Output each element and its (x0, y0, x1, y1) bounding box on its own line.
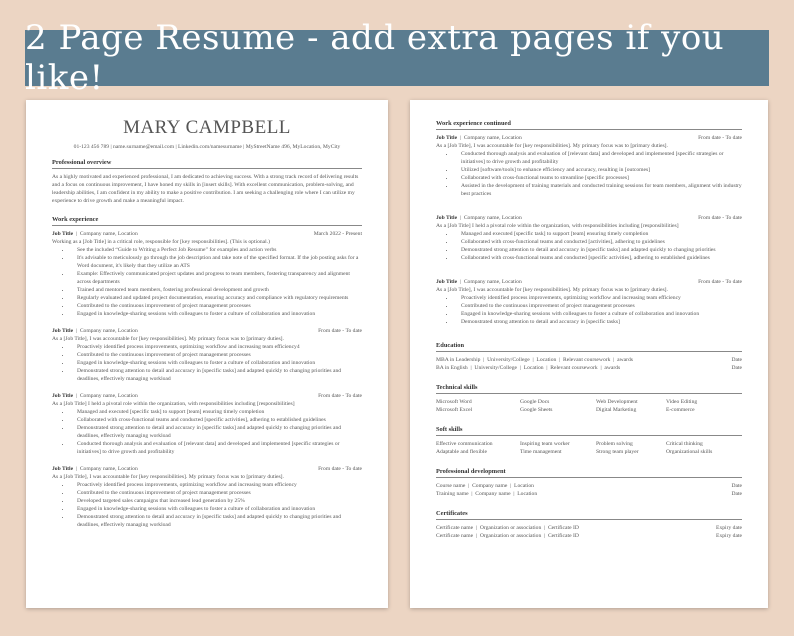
job-dates: From date - To date (698, 135, 742, 141)
job-header (436, 278, 742, 286)
bullet-item: • Conducted thorough analysis and evaluation of [relevant data] and developed and implemented [specific strategies or initiatives] to drive growth and profitability (455, 150, 742, 166)
section-heading-certificates: Certificates (436, 510, 742, 520)
bullet-item: • Demonstrated strong attention to detail and accuracy in [specific tasks] and adapted quickly to changing priorities and deadlines, effectively managing workload (71, 367, 362, 383)
banner-title: 2 Page Resume - add extra pages if you like! (25, 18, 725, 98)
skill-item: Microsoft Word (436, 399, 472, 405)
job-company: Company name, Location (463, 279, 522, 285)
skill-item: E-commerce (666, 407, 695, 413)
development-row (436, 482, 742, 490)
section-heading-overview: Professional overview (52, 159, 362, 169)
section-heading-development: Professional development (436, 468, 742, 478)
contact-line: 01-123 456 789 | name.surname@email.com | Linkedin.com/namesurname | MyStreetName 496, MyLocation, MyCity (73, 144, 341, 150)
bullet-item: • Trained and mentored team members, fostering professional development and growth (71, 286, 362, 294)
soft-grid (436, 440, 742, 456)
education-row (436, 364, 742, 372)
separator: | (73, 466, 80, 472)
development-date: Date (731, 491, 742, 497)
job-summary: As a [Job Title] I held a pivotal role within the organization, with responsibilities including [responsibilities] (52, 401, 295, 407)
development-date: Date (731, 483, 742, 489)
candidate-name: MARY CAMPBELL (123, 117, 291, 138)
education-date: Date (731, 365, 742, 371)
bullet-item: • It's advisable to meticulously go through the job description and take note of the specified format. If the job posting asks for a Word document, it's likely that they utilize an ATS (71, 254, 362, 270)
job-title-line (436, 134, 522, 142)
section-technical (436, 384, 742, 414)
bullet-item: • Contributed to the continuous improvement of project management processes (71, 489, 362, 497)
job-title: Job Title (52, 466, 74, 472)
promo-banner (25, 18, 769, 98)
job-dates: From date - To date (698, 279, 742, 285)
section-heading-work: Work experience (52, 216, 362, 226)
education-date: Date (731, 357, 742, 363)
certificates-row (436, 532, 742, 540)
job-summary: As a [Job Title], I was accountable for [key responsibilities]. My primary focus was to [primary duties]. (52, 474, 284, 480)
job-bullets (52, 246, 362, 318)
bullet-item: • Utilized [software/tools] to enhance efficiency and accuracy, resulting in [outcomes] (455, 166, 742, 174)
bullet-item: • See the included “Guide to Writing a Perfect Job Resume” for examples and action verbs (71, 246, 362, 254)
separator: | (457, 135, 464, 141)
bullet-item: • Proactively identified process improvements, optimizing workflow and increasing team efficiency (455, 294, 742, 302)
job-header (52, 327, 362, 335)
bullet-item: • Engaged in knowledge-sharing sessions with colleagues to foster a culture of collaboration and innovation (455, 310, 742, 318)
job-company: Company name, Location (79, 328, 138, 334)
job-company: Company name, Location (463, 135, 522, 141)
job-title: Job Title (436, 135, 458, 141)
overview-text: As a highly motivated and experienced professional, I am dedicated to achieving success. With a strong track record of delivering results and a focus on continuous improvement, I have honed my skills in [insert skills]. With excellent communication, problem-solving, and leadership abilities, I am confident in my ability to make a positive contribution. I am seeking a challenging role where I can utilize my experience to drive growth and make a meaningful impact. (52, 174, 359, 204)
technical-grid (436, 398, 742, 414)
bullet-item: • Collaborated with cross-functional teams and conducted [specific activities], adhering to established guidelines (71, 416, 362, 424)
job-entry (52, 465, 362, 529)
job-title-line (52, 392, 138, 400)
bullet-item: • Contributed to the continuous improvement of project management processes (71, 351, 362, 359)
development-details: Course name | Company name | Location (436, 483, 534, 489)
job-bullets (52, 408, 362, 456)
job-bullets (436, 150, 742, 198)
certificates-row (436, 524, 742, 532)
job-title-line (52, 230, 138, 238)
job-entry (52, 230, 362, 318)
bullet-item: • Demonstrated strong attention to detail and accuracy in [specific tasks] and adapted quickly to changing priorities and deadlines, effectively managing workload (71, 513, 362, 529)
bullet-item: • Managed and executed [specific task] to support [team] ensuring timely completion (455, 230, 742, 238)
job-entry (436, 214, 742, 262)
job-dates: From date - To date (318, 328, 362, 334)
certificates-date: Expiry date (716, 533, 742, 539)
job-title: Job Title (52, 328, 74, 334)
job-title: Job Title (52, 393, 74, 399)
skill-item: Time management (520, 449, 562, 455)
separator: | (73, 231, 80, 237)
section-education (436, 342, 742, 372)
job-header (52, 392, 362, 400)
job-summary: As a [Job Title], I was accountable for [key responsibilities]. My primary focus was to [primary duties]. (436, 143, 668, 149)
bullet-item: • Collaborated with cross-functional teams to streamline [specific processes] (455, 174, 742, 182)
job-bullets (52, 481, 362, 529)
section-certificates (436, 510, 742, 540)
bullet-item: • Conducted thorough analysis and evaluation of [relevant data] and developed and implemented [specific strategies or initiatives] to drive growth and profitability (71, 440, 362, 456)
skill-item: Google Docs (520, 399, 550, 405)
job-bullets (436, 230, 742, 262)
section-development (436, 468, 742, 498)
job-title: Job Title (52, 231, 74, 237)
certificates-details: Certificate name | Organization or association | Certificate ID (436, 525, 579, 531)
job-dates: From date - To date (698, 215, 742, 221)
bullet-item: • Proactively identified process improvements, optimizing workflow and increasing team efficiency4 (71, 343, 362, 351)
job-title: Job Title (436, 279, 458, 285)
skill-item: Organizational skills (666, 449, 713, 455)
job-dates: March 2022 - Present (313, 231, 362, 237)
education-details: MBA in Leadership | University/College | Location | Relevant coursework | awards (436, 357, 633, 363)
job-summary: Working as a [Job Title] in a critical role, responsible for [key responsibilities]. (This is optional.) (52, 239, 270, 245)
job-entry (436, 278, 742, 326)
job-bullets (436, 294, 742, 326)
education-row (436, 356, 742, 364)
skill-item: Web Development (596, 399, 638, 405)
skill-item: Digital Marketing (596, 407, 637, 413)
job-company: Company name, Location (79, 393, 138, 399)
bullet-item: • Collaborated with cross-functional teams and conducted [specific activities], adhering to established guidelines (455, 254, 742, 262)
development-details: Training name | Company name | Location (436, 491, 538, 497)
certificates-date: Expiry date (716, 525, 742, 531)
skill-item: Video Editing (666, 399, 698, 405)
separator: | (457, 215, 464, 221)
bullet-item: • Collaborated with cross-functional teams and conducted [activities], adhering to guidelines (455, 238, 742, 246)
separator: | (73, 393, 80, 399)
job-header (436, 214, 742, 222)
resume-page-2 (410, 100, 768, 608)
skill-item: Effective communication (436, 441, 493, 447)
job-entry (52, 392, 362, 456)
bullet-item: • Regularly evaluated and updated project documentation, ensuring accuracy and compliance with regulatory requirements (71, 294, 362, 302)
job-header (52, 465, 362, 473)
job-company: Company name, Location (79, 466, 138, 472)
job-dates: From date - To date (318, 393, 362, 399)
job-entry (436, 134, 742, 198)
skill-item: Adaptable and flexible (436, 449, 487, 455)
skill-item: Strong team player (596, 449, 639, 455)
job-title-line (436, 214, 522, 222)
job-summary: As a [Job Title] I held a pivotal role within the organization, with responsibilities including [responsibilities] (436, 223, 679, 229)
job-summary: As a [Job Title], I was accountable for [key responsibilities]. My primary focus was to [primary duties]. (52, 336, 284, 342)
job-bullets (52, 343, 362, 383)
skill-item: Microsoft Excel (436, 407, 473, 413)
job-summary: As a [Job Title], I was accountable for [key responsibilities]. My primary focus was to [primary duties]. (436, 287, 668, 293)
bullet-item: • Developed targeted sales campaigns that increased lead generation by 25% (71, 497, 362, 505)
bullet-item: • Engaged in knowledge-sharing sessions with colleagues to foster a culture of collaboration and innovation (71, 505, 362, 513)
separator: | (457, 279, 464, 285)
certificates-details: Certificate name | Organization or association | Certificate ID (436, 533, 579, 539)
skill-item: Critical thinking (666, 441, 703, 447)
section-soft (436, 426, 742, 456)
job-title: Job Title (436, 215, 458, 221)
bullet-item: • Contributed to the continuous improvement of project management processes (71, 302, 362, 310)
skill-item: Inspiring team worker (520, 441, 570, 447)
bullet-item: • Contributed to the continuous improvement of project management processes (455, 302, 742, 310)
bullet-item: • Managed and executed [specific task] to support [team] ensuring timely completion (71, 408, 362, 416)
skill-item: Problem solving (596, 441, 633, 447)
job-header (52, 230, 362, 238)
bullet-item: • Assisted in the development of training materials and conducted training sessions for team members, alignment with industry best practices (455, 182, 742, 198)
section-heading-work-continued: Work experience continued (436, 120, 742, 130)
development-row (436, 490, 742, 498)
bullet-item: • Engaged in knowledge-sharing sessions with colleagues to foster a culture of collaboration and innovation (71, 310, 362, 318)
separator: | (73, 328, 80, 334)
job-title-line (436, 278, 522, 286)
education-details: BA in English | University/College | Location | Relevant coursework | awards (436, 365, 621, 371)
resume-page-1 (26, 100, 388, 608)
job-title-line (52, 327, 138, 335)
job-title-line (52, 465, 138, 473)
skill-item: Google Sheets (520, 407, 553, 413)
bullet-item: • Engaged in knowledge-sharing sessions with colleagues to foster a culture of collaboration and innovation (71, 359, 362, 367)
job-company: Company name, Location (463, 215, 522, 221)
section-heading-soft: Soft skills (436, 426, 742, 436)
section-heading-technical: Technical skills (436, 384, 742, 394)
bullet-item: • Demonstrated strong attention to detail and accuracy in [specific tasks] and adapted quickly to changing priorities and deadlines, effectively managing workload (71, 424, 362, 440)
bullet-item: • Demonstrated strong attention to detail and accuracy in [specific tasks] and adapted quickly to changing priorities (455, 246, 742, 254)
work-experience-list (436, 134, 742, 326)
job-entry (52, 327, 362, 383)
bullet-item: • Demonstrated strong attention to detail and accuracy in [specific tasks] (455, 318, 742, 326)
section-heading-education: Education (436, 342, 742, 352)
bullet-item: • Example: Effectively communicated project updates and progress to team members, fostering transparency and alignment across departments (71, 270, 362, 286)
job-dates: From date - To date (318, 466, 362, 472)
job-header (436, 134, 742, 142)
bullet-item: • Proactively identified process improvements, optimizing workflow and increasing team efficiency (71, 481, 362, 489)
job-company: Company name, Location (79, 231, 138, 237)
work-experience-list (52, 230, 362, 529)
